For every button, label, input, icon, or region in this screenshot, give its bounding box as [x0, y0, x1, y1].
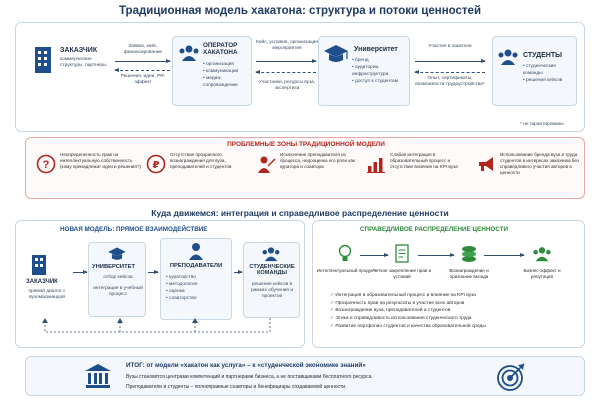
- university-list: [352, 58, 410, 86]
- nm-teachers-list: [166, 275, 228, 303]
- students-item: • студенческие команды: [523, 64, 575, 78]
- customer-title: ЗАКАЗЧИК: [60, 47, 98, 54]
- summary-line1: Вузы становятся центрами компетенций и партнерами бизнеса, а не поставщиками бесплатного ресурса.: [126, 374, 373, 380]
- building-icon: [30, 253, 48, 275]
- arrow-university-to-students: [415, 61, 485, 62]
- nm-customer-sub: прямой диалог с вузом/командой: [28, 289, 66, 300]
- problem-item: [476, 152, 581, 196]
- fair-step-label: Вознаграждение и признание вклада: [449, 268, 489, 279]
- check-item: ✓ Этика и справедливость использования студенческого труда: [330, 315, 580, 323]
- summary-title: ИТОГ: от модели «хакатон как услуга» – к «студенческой экономике знаний»: [126, 362, 366, 369]
- page-title: Традиционная модель хакатона: структура и потоки ценностей: [118, 5, 482, 17]
- check-item: ✓ Интеграция в образовательный процесс и влияние на KPI вуза: [330, 292, 580, 300]
- nm-university-title: УНИВЕРСИТЕТ: [92, 264, 136, 270]
- fair-step-label: Интеллектуальный продукт: [316, 268, 376, 273]
- teacher-icon: [186, 241, 206, 261]
- arrow-customer-to-operator: [115, 61, 170, 62]
- target-icon: [496, 362, 526, 392]
- coins-icon: [460, 244, 478, 264]
- nm-teachers-item: • оценка: [166, 289, 228, 296]
- problem-text: Неопределенность прав на интеллектуальную собственность (кому принадлежат идеи и решения?): [60, 152, 141, 169]
- check-item: ✓ Вознаграждение вуза, преподавателей и студентов: [330, 307, 580, 315]
- svg-text:₽: ₽: [152, 160, 160, 171]
- flow-students-to-university: Опыт, сертификаты, возможности трудоустройства*: [415, 76, 485, 87]
- students-item: • решения кейсов: [523, 78, 575, 85]
- operator-item: • организация: [203, 62, 251, 69]
- graduation-cap-icon: [323, 43, 349, 65]
- problem-item: [256, 152, 361, 196]
- arrow-operator-to-university: [256, 61, 316, 62]
- operator-list: [203, 62, 251, 90]
- problem-item: [366, 152, 471, 196]
- students-title: СТУДЕНТЫ: [523, 52, 562, 59]
- students-icon: [497, 48, 519, 66]
- operator-item: • медиа-сопровождение: [203, 76, 251, 90]
- institution-icon: [84, 362, 112, 390]
- chart-icon: [366, 154, 386, 174]
- arrow-university-to-teachers: [148, 272, 158, 273]
- university-item: • бренд: [352, 58, 410, 65]
- operator-item: • коммуникации: [203, 69, 251, 76]
- summary-panel: [25, 356, 585, 396]
- flow-customer-to-operator: Заявка, кейс, финансирование: [123, 44, 163, 55]
- team-icon: [532, 245, 552, 263]
- check-item: ✓ Прозрачность прав на результаты и участие всех авторов: [330, 300, 580, 308]
- nm-university-item: интеграция в учебный процесс: [93, 286, 143, 297]
- document-icon: [394, 244, 410, 264]
- flow-operator-to-university: Кейс, условия, организация мероприятия: [256, 40, 318, 51]
- arrow-step-1: [360, 255, 388, 256]
- problem-text: Слабая интеграция в образовательный процесс и отсутствие влияния на KPI вуза: [390, 152, 458, 169]
- question-icon: [36, 154, 56, 174]
- nm-teams-title: СТУДЕНЧЕСКИЕ КОМАНДЫ: [249, 264, 295, 277]
- students-icon: [261, 246, 281, 262]
- building-icon: [33, 44, 55, 74]
- nm-teachers-item: • кураторство: [166, 275, 228, 282]
- flow-university-to-students: Участие в хакатоне: [428, 44, 472, 49]
- fair-title: СПРАВЕДЛИВОЕ РАСПРЕДЕЛЕНИЕ ЦЕННОСТИ: [360, 226, 509, 233]
- summary-line2: Преподаватели и студенты – полноправные соавторы и бенефициары создаваемой ценности.: [126, 384, 347, 390]
- flow-university-to-operator: Участники, ресурсы вуза, экспертиза: [258, 80, 316, 91]
- arrow-step-2: [418, 255, 454, 256]
- arrow-customer-to-university: [73, 272, 87, 273]
- problem-text: Использование бренда вуза и труда студентов в интересах заказчика без справедливого участия авторов в ценности: [500, 152, 579, 175]
- svg-text:?: ?: [42, 159, 50, 171]
- footnote: * не гарантированы: [520, 122, 564, 127]
- nm-teams-sub: решение кейсов в рамках обучения и проектов: [250, 282, 294, 299]
- problems-title: ПРОБЛЕМНЫЕ ЗОНЫ ТРАДИЦИОННОЙ МОДЕЛИ: [227, 141, 385, 148]
- new-model-title: НОВАЯ МОДЕЛЬ: ПРЯМОЕ ВЗАИМОДЕЙСТВИЕ: [60, 226, 208, 233]
- nm-university-item: отбор кейсов: [103, 275, 133, 280]
- problem-text: Исключение преподавателя из процесса, недооценка его роли как куратора и соавтора: [280, 152, 355, 169]
- arrow-step-3: [484, 255, 524, 256]
- university-item: • доступ к студентам: [352, 79, 410, 86]
- problem-item: [146, 152, 251, 196]
- problem-text: Отсутствие прозрачного вознаграждения для вуза, преподавателей и студентов: [170, 152, 232, 169]
- customer-sub: коммерческие структуры, партнеры: [60, 57, 107, 68]
- arrow-teachers-to-teams: [234, 272, 242, 273]
- university-title: Университет: [354, 46, 398, 53]
- feedback-loop: [40, 318, 280, 340]
- graduation-cap-icon: [107, 246, 127, 262]
- nm-teachers-item: • соавторство: [166, 296, 228, 303]
- fair-step-label: Четкое закрепление прав и условий: [372, 268, 432, 279]
- problems-panel: [25, 137, 585, 199]
- nm-customer-title: ЗАКАЗЧИК: [26, 279, 58, 285]
- people-icon: [178, 44, 200, 62]
- fair-step-label: Бизнес-эффект и репутация: [523, 268, 561, 279]
- nm-teachers-title: ПРЕПОДАВАТЕЛИ: [169, 263, 223, 269]
- arrow-students-to-university: [415, 72, 485, 73]
- university-item: • аудитории, инфраструктура: [352, 65, 410, 79]
- students-list: [523, 64, 575, 85]
- check-item: ✓ Развитие портфолио студентов и качества образовательной среды: [330, 323, 580, 331]
- problem-item: [36, 152, 141, 196]
- ruble-icon: [146, 154, 166, 174]
- future-title: Куда движемся: интеграция и справедливое распределение ценности: [151, 208, 449, 218]
- arrow-operator-to-customer: [115, 70, 170, 71]
- megaphone-icon: [476, 154, 496, 174]
- lightbulb-icon: [337, 244, 353, 264]
- arrow-university-to-operator: [256, 72, 316, 73]
- operator-title: ОПЕРАТОР ХАКАТОНА: [203, 42, 238, 57]
- nm-teachers-item: • методология: [166, 282, 228, 289]
- teacher-icon: [256, 154, 276, 174]
- flow-operator-to-customer: Решения, идеи, PR-эффект: [120, 74, 166, 85]
- fair-checklist: [330, 292, 580, 330]
